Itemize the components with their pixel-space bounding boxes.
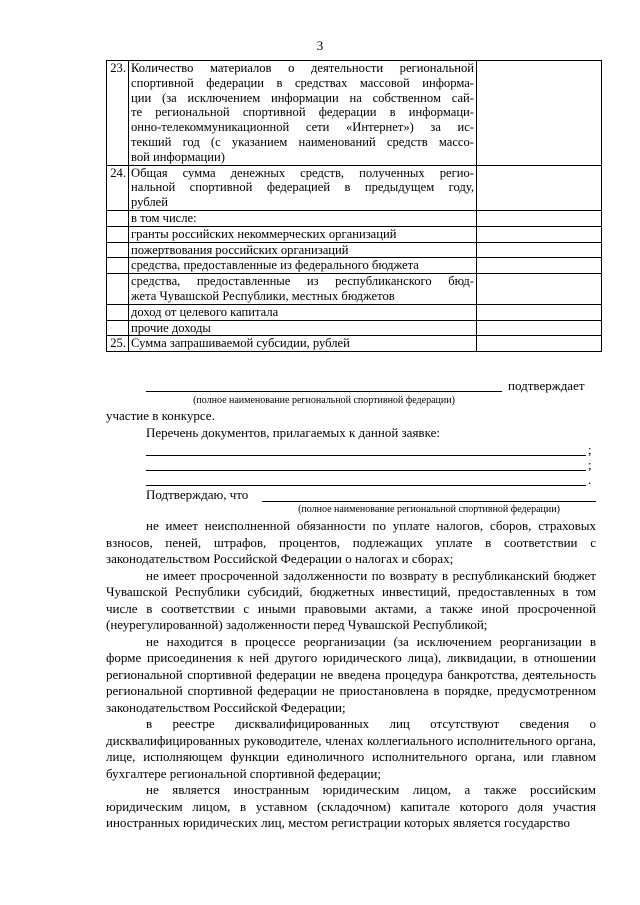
row-description bbox=[129, 165, 477, 210]
affirm-name-caption: (полное наименование региональной спортивной федерации) bbox=[298, 504, 560, 515]
row-number bbox=[107, 210, 129, 226]
table-row bbox=[107, 61, 602, 166]
row-number: 24. bbox=[107, 165, 129, 210]
row-description bbox=[129, 226, 477, 242]
condition-paragraph: не является иностранным юридическим лицом, а также российским юридическим лицом, в уставном (складочном) капитале которого доля участия иностранных юридических лиц, местом регистрации которых является государство bbox=[106, 782, 596, 830]
document-line-1-end: ; bbox=[588, 442, 592, 457]
row-value-cell[interactable] bbox=[477, 61, 602, 166]
condition-paragraph: не находится в процессе реорганизации (за исключением реорганизации в форме присоединения к ней другого юридического лица), ликвидации, в отношении региональной спортивной федерации не введена процедура банкротства, деятельность региональной спортивной федерации не приостановлена в порядке, предусмотренном законодательством Российской Федерации; bbox=[106, 633, 596, 715]
row-number bbox=[107, 274, 129, 305]
row-description-line: жета Чувашской Республики, местных бюджетов bbox=[131, 288, 395, 303]
row-description-line: прочие доходы bbox=[131, 320, 211, 335]
row-description-line: доход от целевого капитала bbox=[131, 304, 279, 319]
row-description-line: онно-телекоммуникационной сети «Интернет») за ис- bbox=[131, 120, 474, 135]
table-row bbox=[107, 210, 602, 226]
row-description bbox=[129, 320, 477, 336]
row-value-cell[interactable] bbox=[477, 274, 602, 305]
row-description bbox=[129, 242, 477, 258]
row-number: 23. bbox=[107, 61, 129, 166]
table-row bbox=[107, 242, 602, 258]
row-description-line: Общая сумма денежных средств, полученных регио- bbox=[131, 165, 474, 180]
table-row bbox=[107, 304, 602, 320]
document-line-1[interactable] bbox=[146, 455, 586, 456]
row-description bbox=[129, 336, 477, 352]
condition-paragraph: не имеет просроченной задолженности по возврату в республиканский бюджет Чувашской Республики субсидий, бюджетных инвестиций, предоставленных в том числе в соответствии с иными правовыми актами, а также иной просроченной (неурегулированной) задолженности перед Чувашской Республикой; bbox=[106, 567, 596, 632]
document-line-2[interactable] bbox=[146, 470, 586, 471]
row-value-cell[interactable] bbox=[477, 210, 602, 226]
table-row bbox=[107, 274, 602, 305]
row-description bbox=[129, 274, 477, 305]
application-form-table bbox=[106, 60, 602, 352]
federation-name-field[interactable] bbox=[146, 391, 502, 392]
confirms-label: подтверждает bbox=[508, 378, 585, 393]
document-line-3-end: . bbox=[588, 472, 592, 487]
table-row bbox=[107, 226, 602, 242]
row-description-line: Количество материалов о деятельности региональной bbox=[131, 61, 474, 75]
row-number: 25. bbox=[107, 336, 129, 352]
condition-paragraph: в реестре дисквалифицированных лиц отсутствуют сведения о дисквалифицированных руководителе, членах коллегиального исполнительного органа, лице, исполняющем функции единоличного исполнительного органа, или главном бухгалтере региональной спортивной федерации; bbox=[106, 716, 596, 781]
documents-heading: Перечень документов, прилагаемых к данной заявке: bbox=[146, 425, 440, 440]
document-line-3[interactable] bbox=[146, 485, 586, 486]
row-value-cell[interactable] bbox=[477, 336, 602, 352]
participation-text: участие в конкурсе. bbox=[106, 408, 215, 423]
page-number: 3 bbox=[316, 38, 324, 53]
federation-name-caption: (полное наименование региональной спортивной федерации) bbox=[193, 395, 455, 406]
table-row bbox=[107, 320, 602, 336]
affirm-name-field[interactable] bbox=[262, 501, 596, 502]
row-description bbox=[129, 304, 477, 320]
row-description-line: те региональной спортивной федерации в информаци- bbox=[131, 105, 474, 120]
row-value-cell[interactable] bbox=[477, 304, 602, 320]
row-description-line: средства, предоставленные из федерального бюджета bbox=[131, 258, 419, 273]
table-row bbox=[107, 165, 602, 210]
row-description-line: средства, предоставленные из республиканского бюд- bbox=[131, 274, 474, 289]
row-description-line: вой информации) bbox=[131, 149, 225, 164]
row-number bbox=[107, 242, 129, 258]
row-description-line: спортивной федерации в средствах массовой информа- bbox=[131, 75, 474, 90]
row-value-cell[interactable] bbox=[477, 320, 602, 336]
row-description-line: гранты российских некоммерческих организаций bbox=[131, 226, 397, 241]
row-number bbox=[107, 258, 129, 274]
row-description-line: Сумма запрашиваемой субсидии, рублей bbox=[131, 336, 350, 351]
row-description bbox=[129, 61, 477, 166]
row-description-line: пожертвования российских организаций bbox=[131, 242, 349, 257]
row-value-cell[interactable] bbox=[477, 165, 602, 210]
row-description-line: рублей bbox=[131, 195, 168, 210]
row-number bbox=[107, 320, 129, 336]
row-description-line: в том числе: bbox=[131, 210, 197, 225]
row-description-line: нальной спортивной федерацией в предыдущем году, bbox=[131, 180, 474, 195]
row-number bbox=[107, 226, 129, 242]
row-description-line: ции (за исключением информации на собственном сай- bbox=[131, 90, 474, 105]
row-value-cell[interactable] bbox=[477, 258, 602, 274]
condition-paragraph: не имеет неисполненной обязанности по уплате налогов, сборов, страховых взносов, пеней, штрафов, процентов, подлежащих уплате в соответствии с законодательством Российской Федерации о налогах и сборах; bbox=[106, 518, 596, 566]
row-description-line: текший год (с указанием наименований средств массо- bbox=[131, 134, 474, 149]
table-row bbox=[107, 258, 602, 274]
row-value-cell[interactable] bbox=[477, 226, 602, 242]
affirm-lead: Подтверждаю, что bbox=[146, 487, 249, 502]
row-value-cell[interactable] bbox=[477, 242, 602, 258]
table-row bbox=[107, 336, 602, 352]
row-description bbox=[129, 258, 477, 274]
row-number bbox=[107, 304, 129, 320]
row-description bbox=[129, 210, 477, 226]
conditions-list bbox=[106, 518, 596, 832]
document-line-2-end: ; bbox=[588, 457, 592, 472]
